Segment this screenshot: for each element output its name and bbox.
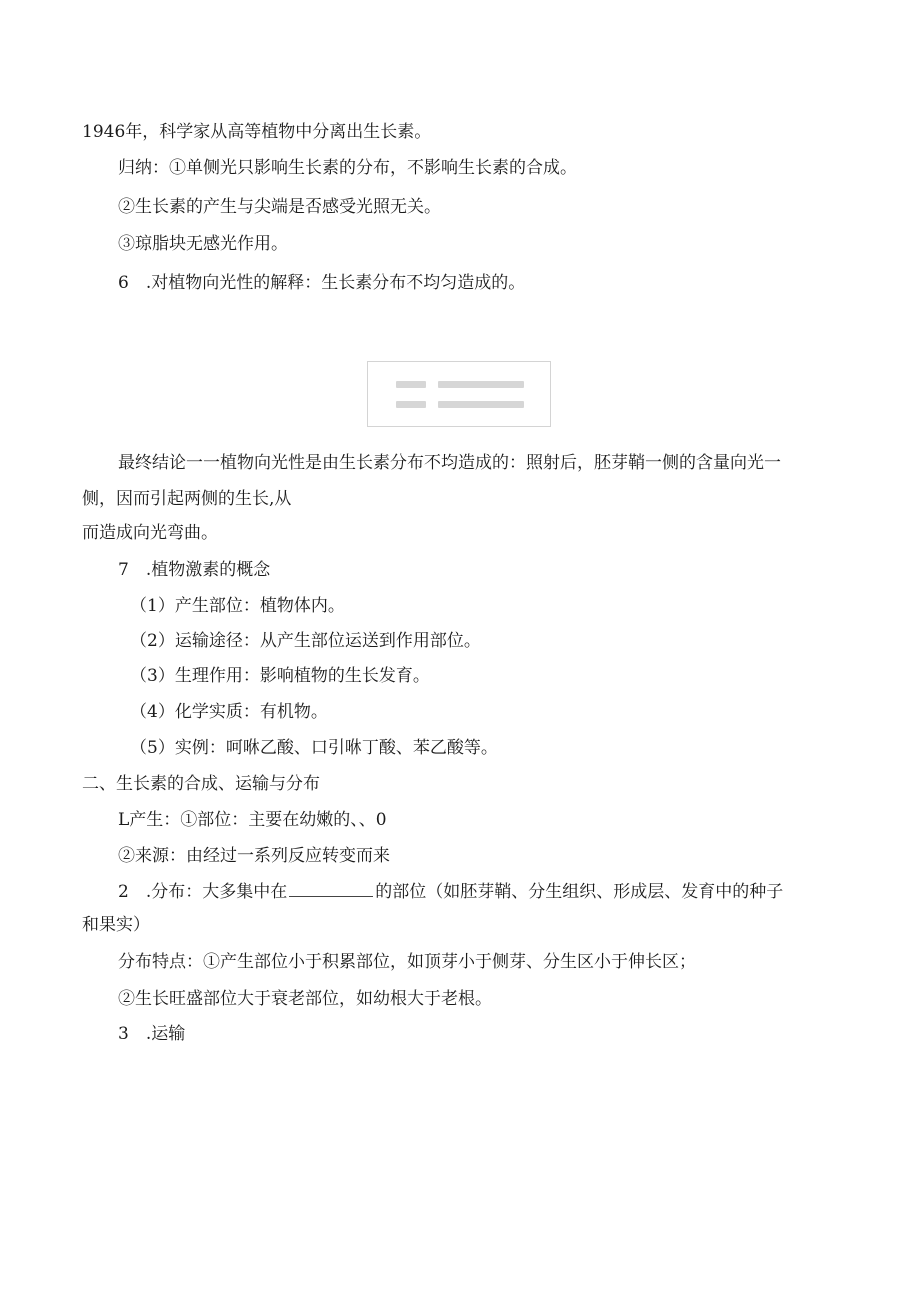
paragraph-phototropism-explanation: 6 .对植物向光性的解释：生长素分布不均匀造成的。 [118,273,526,293]
list-item-transport-route: （2）运输途径：从产生部位运送到作用部位。 [130,631,481,651]
figure-placeholder-bar [438,381,524,388]
paragraph-growth-vigor: ②生长旺盛部位大于衰老部位，如幼根大于老根。 [118,989,492,1009]
paragraph-production: L产生：①部位：主要在幼嫩的、、0 [118,810,387,830]
paragraph-summary-3: ③琼脂块无感光作用。 [118,234,288,254]
paragraph-distribution-features: 分布特点：①产生部位小于积累部位，如顶芽小于侧芽、分生区小于伸长区； [118,952,696,972]
figure-placeholder-image [367,361,551,427]
paragraph-summary-2: ②生长素的产生与尖端是否感受光照无关。 [118,197,441,217]
section-heading-auxin: 二、生长素的合成、运输与分布 [82,774,320,794]
paragraph-final-conclusion-end: 而造成向光弯曲。 [82,523,218,543]
paragraph-auxin-isolation: 1946年，科学家从高等植物中分离出生长素。 [82,122,432,142]
paragraph-final-conclusion-cont: 侧，因而引起两侧的生长,从 [82,489,292,509]
list-item-chemical-nature: （4）化学实质：有机物。 [130,702,328,722]
figure-placeholder-bar [438,401,524,408]
list-item-examples: （5）实例：呵咻乙酸、口引咻丁酸、苯乙酸等。 [130,738,498,758]
fill-in-blank [289,880,373,897]
figure-placeholder-bar [396,381,426,388]
paragraph-summary-1: 归纳：①单侧光只影响生长素的分布，不影响生长素的合成。 [118,158,577,178]
paragraph-distribution-cont: 和果实） [82,915,150,935]
list-item-physiological-role: （3）生理作用：影响植物的生长发育。 [130,666,430,686]
distribution-text-before: 2 .分布：大多集中在 [118,882,288,902]
paragraph-distribution [118,880,783,903]
paragraph-source: ②来源：由经过一系列反应转变而来 [118,846,390,866]
figure-placeholder-bar [396,401,426,408]
heading-transport: 3 .运输 [118,1024,186,1044]
distribution-text-after: 的部位（如胚芽鞘、分生组织、形成层、发育中的种子 [375,882,784,902]
list-item-production-site: （1）产生部位：植物体内。 [130,596,345,616]
heading-plant-hormone-concept: 7 .植物激素的概念 [118,560,271,580]
paragraph-final-conclusion: 最终结论一一植物向光性是由生长素分布不均造成的：照射后，胚芽鞘一侧的含量向光一 [118,453,781,473]
